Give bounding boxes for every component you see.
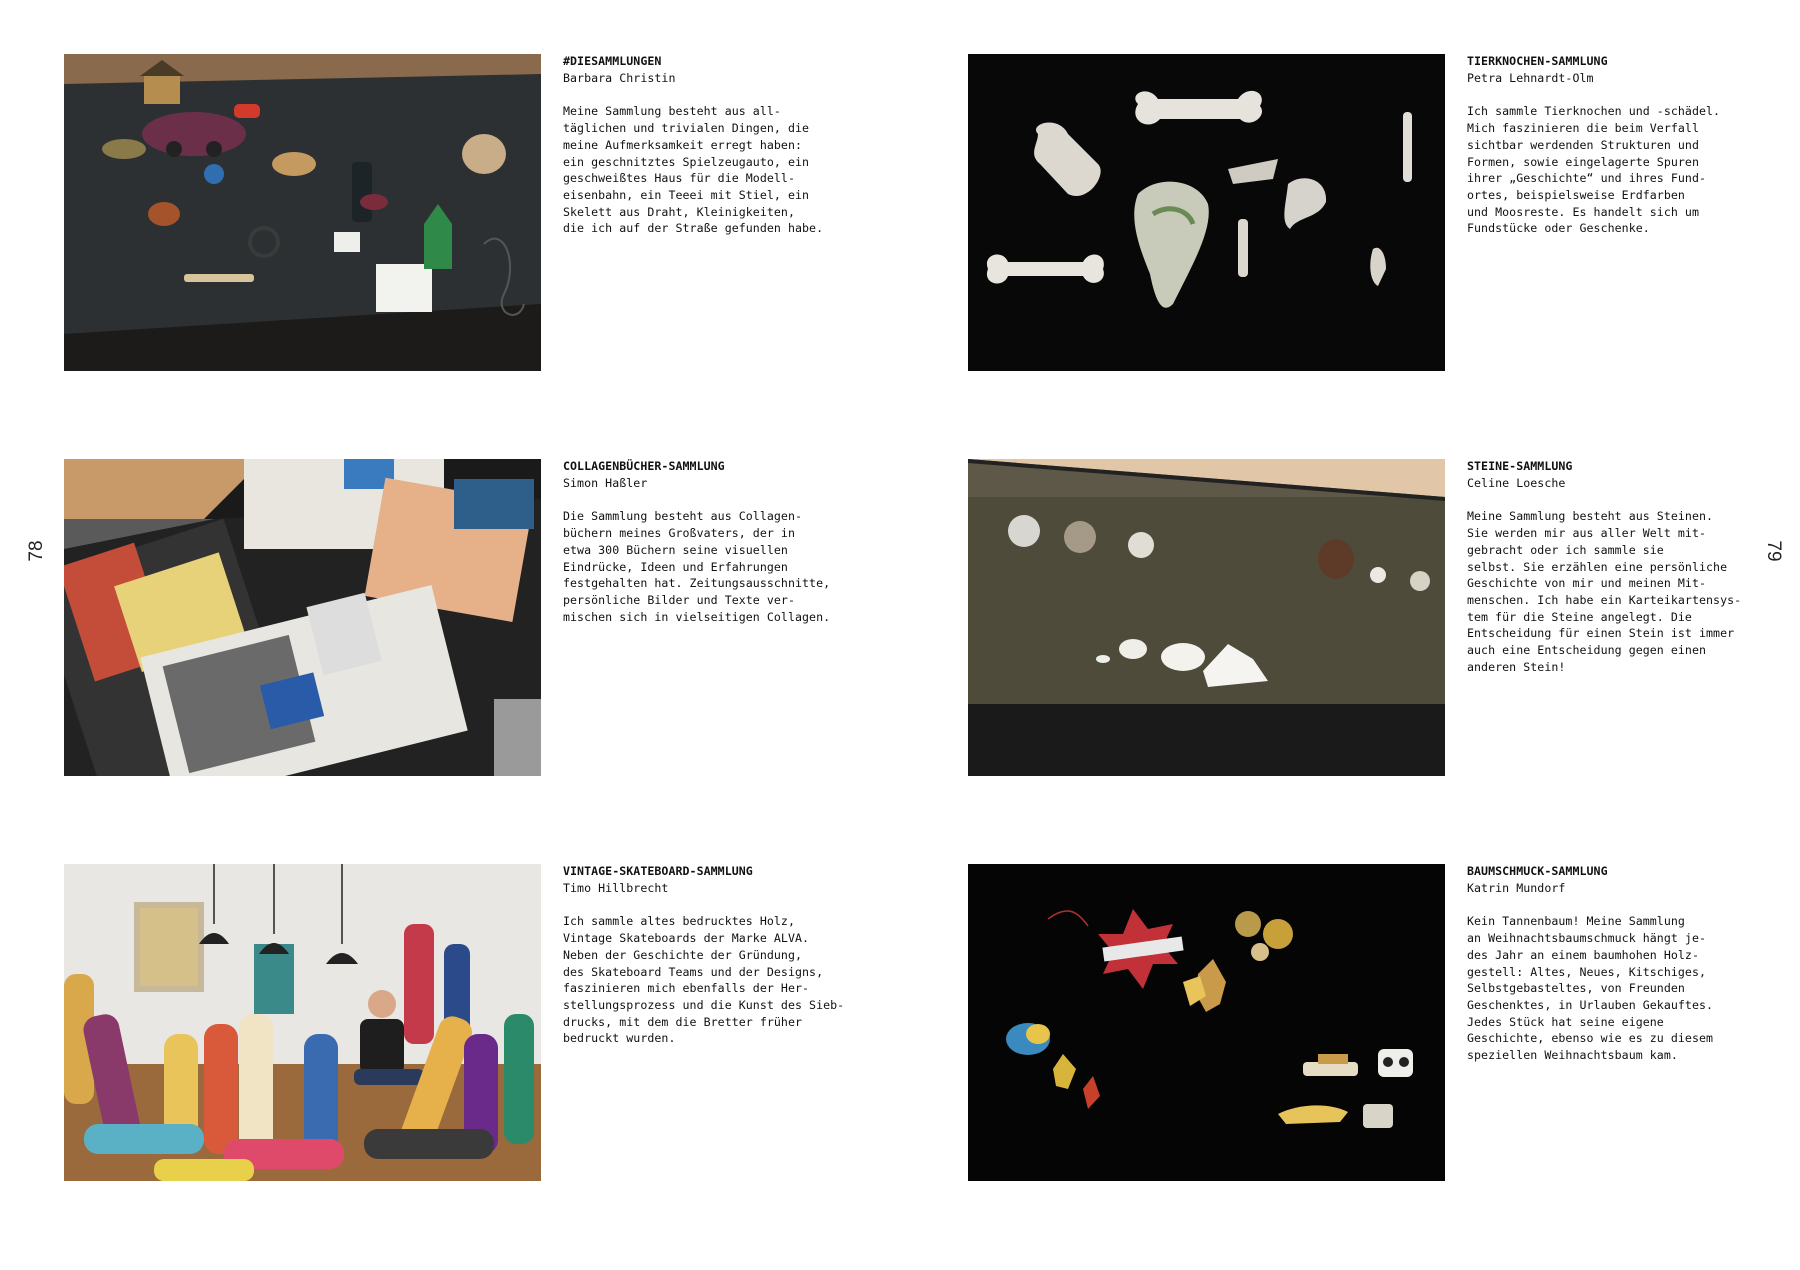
entry-author: Barbara Christin <box>563 70 676 85</box>
page-number-left: 78 <box>26 540 47 562</box>
entry-collagenbuecher <box>563 458 853 625</box>
photo-stones <box>968 459 1445 776</box>
entry-diesammlungen <box>563 53 853 237</box>
photo-collage-books <box>64 459 541 776</box>
entry-title: BAUMSCHMUCK-SAMMLUNG <box>1467 864 1608 878</box>
entry-steine <box>1467 458 1757 675</box>
entry-author: Petra Lehnardt-Olm <box>1467 70 1594 85</box>
entry-body: Kein Tannenbaum! Meine Sammlung an Weihnachtsbaumschmuck hängt je- des Jahr an einem baumhohen Holz- gestell: Altes, Neues, Kitschiges, Selbstgebasteltes, von Freunden Geschenktes, in Urlauben Gekauftes. Jedes Stück hat seine eigene Geschichte, ebenso wie es zu diesem speziellen Weihnachtsbaum kam. <box>1467 914 1714 1063</box>
entry-title: STEINE-SAMMLUNG <box>1467 459 1573 473</box>
entry-author: Timo Hillbrecht <box>563 880 669 895</box>
entry-tierknochen <box>1467 53 1757 237</box>
entry-title: VINTAGE-SKATEBOARD-SAMMLUNG <box>563 864 753 878</box>
photo-everyday-objects <box>64 54 541 371</box>
entry-baumschmuck <box>1467 863 1757 1064</box>
entry-title: #DIESAMMLUNGEN <box>563 54 662 68</box>
entry-author: Simon Haßler <box>563 475 648 490</box>
entry-body: Ich sammle Tierknochen und -schädel. Mich faszinieren die beim Verfall sichtbar werdenden Strukturen und Formen, sowie eingelagerte Spuren ihrer „Geschichte“ und ihres Fund- ortes, beispielsweise Erdfarben und Moosreste. Es handelt sich um Fundstücke oder Geschenke. <box>1467 104 1721 236</box>
entry-title: TIERKNOCHEN-SAMMLUNG <box>1467 54 1608 68</box>
photo-skateboards <box>64 864 541 1181</box>
entry-body: Meine Sammlung besteht aus Steinen. Sie werden mir aus aller Welt mit- gebracht oder ich sammle sie selbst. Sie erzählen eine persönliche Geschichte von mir und meinen Mit- menschen. Ich habe ein Karteikartensys- tem für die Steine angelegt. Die Entscheidung für einen Stein ist immer auch eine Entscheidung gegen einen anderen Stein! <box>1467 509 1742 674</box>
photo-animal-bones <box>968 54 1445 371</box>
page-number-right: 79 <box>1763 540 1784 562</box>
entry-title: COLLAGENBÜCHER-SAMMLUNG <box>563 459 725 473</box>
entry-skateboard <box>563 863 853 1047</box>
entry-author: Katrin Mundorf <box>1467 880 1566 895</box>
photo-ornaments <box>968 864 1445 1181</box>
entry-body: Ich sammle altes bedrucktes Holz, Vintage Skateboards der Marke ALVA. Neben der Geschichte der Gründung, des Skateboard Teams und der Designs, faszinieren mich ebenfalls der Her- stellungsprozess und die Kunst des Sieb- drucks, mit dem die Bretter früher bedruckt wurden. <box>563 914 845 1046</box>
entry-author: Celine Loesche <box>1467 475 1566 490</box>
entry-body: Die Sammlung besteht aus Collagen- büchern meines Großvaters, der in etwa 300 Büchern seine visuellen Eindrücke, Ideen und Erfahrungen festgehalten hat. Zeitungsausschnitte, persönliche Bilder und Texte ver- mischen sich in vielseitigen Collagen. <box>563 509 831 624</box>
entry-body: Meine Sammlung besteht aus all- täglichen und trivialen Dingen, die meine Aufmerksamkeit erregt haben: ein geschnitztes Spielzeugauto, ein geschweißtes Haus für die Modell- eisenbahn, ein Teeei mit Stiel, ein Skelett aus Draht, Kleinigkeiten, die ich auf der Straße gefunden habe. <box>563 104 824 236</box>
